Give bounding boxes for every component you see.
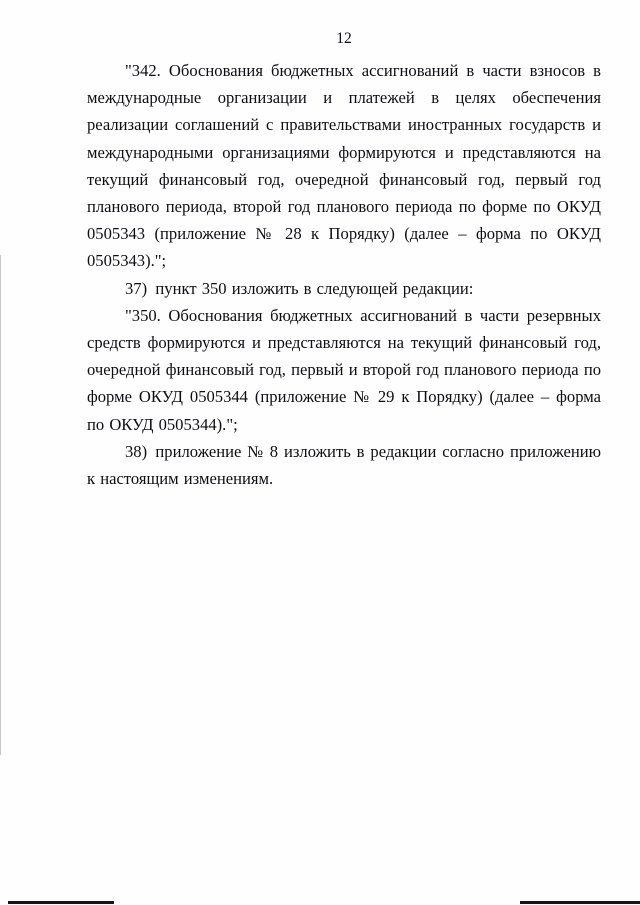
scan-artifact-bottom-left [8, 901, 114, 904]
scan-artifact-bottom-right [520, 901, 640, 904]
page-number: 12 [336, 30, 352, 47]
paragraph-1: "342. Обоснования бюджетных ассигнований в части взносов в международные организации и платежей в целях обеспечения реализации соглашений с правительствами иностранных государств и международными организациями формируются и представляются на текущий финансовый год, очередной финансовый год, первый год планового периода, второй год планового периода по форме по ОКУД 0505343 (приложение № 28 к Порядку) (далее – форма по ОКУД 0505343)."; [87, 61, 601, 271]
paragraph-3: "350. Обоснования бюджетных ассигнований в части резервных средств формируются и представляются на текущий финансовый год, очередной финансовый год, первый и второй год планового периода по форме ОКУД 0505344 (приложение № 29 к Порядку) (далее – форма по ОКУД 0505344)."; [87, 305, 601, 434]
paragraph-2: 37) пункт 350 изложить в следующей редакции: [125, 278, 474, 298]
scan-artifact-left-edge [0, 255, 1, 755]
paragraph-4: 38) приложение № 8 изложить в редакции согласно приложению к настоящим изменениям. [87, 441, 601, 489]
document-body [87, 57, 601, 492]
